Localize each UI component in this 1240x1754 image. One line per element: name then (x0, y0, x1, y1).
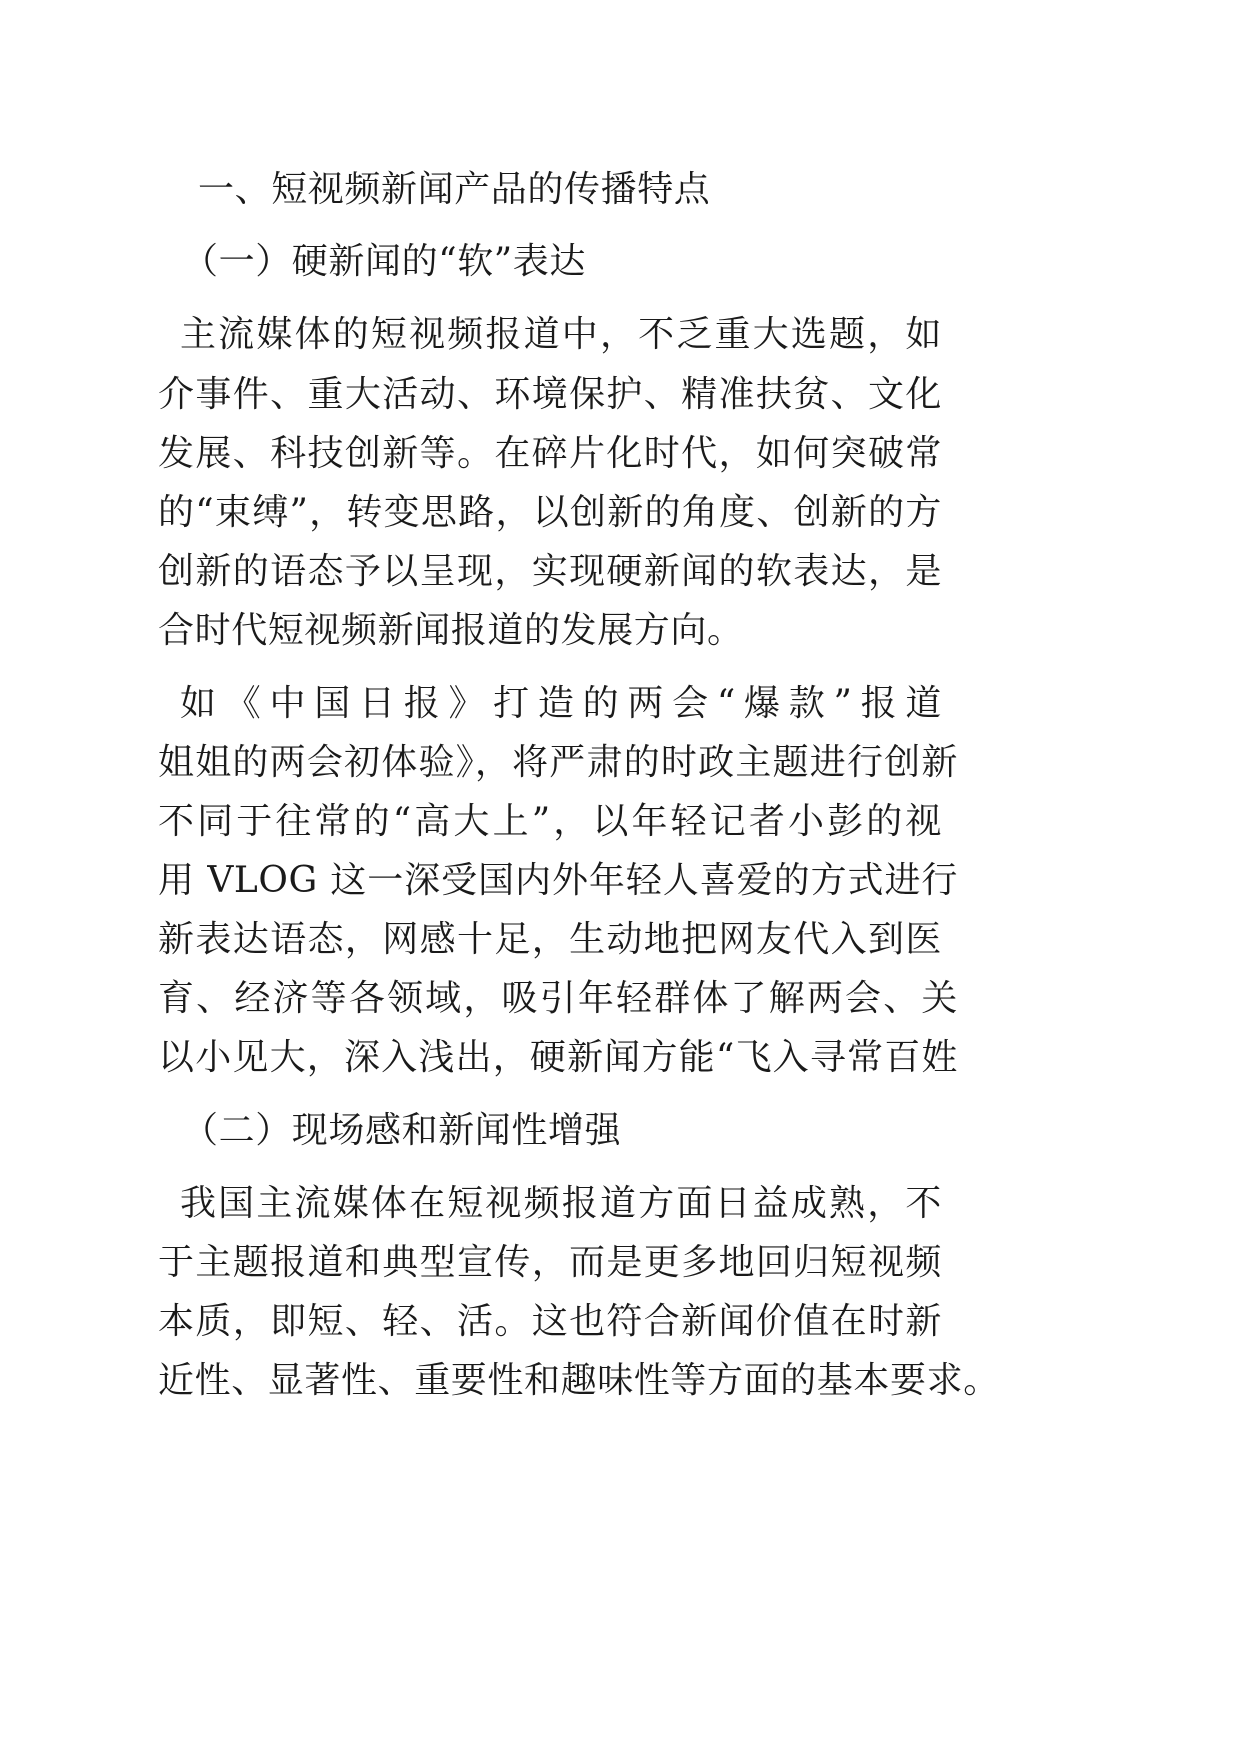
paragraph-line: 于主题报道和典型宣传，而是更多地回归短视频 (158, 1242, 942, 1283)
paragraph-line: 用 VLOG 这一深受国内外年轻人喜爱的方式进行 (158, 860, 958, 901)
paragraph-line: 创新的语态予以呈现，实现硬新闻的软表达，是 (158, 551, 942, 592)
paragraph-line: 主流媒体的短视频报道中，不乏重大选题，如 (180, 314, 942, 355)
paragraph-line: 我国主流媒体在短视频报道方面日益成熟，不 (180, 1183, 942, 1224)
paragraph-line: 的“束缚”，转变思路，以创新的角度、创新的方 (158, 492, 942, 533)
paragraph-line: 育、经济等各领域，吸引年轻群体了解两会、关 (158, 978, 958, 1019)
paragraph-line: 新表达语态，网感十足，生动地把网友代入到医 (158, 919, 942, 960)
paragraph-line: 本质，即短、轻、活。这也符合新闻价值在时新 (158, 1301, 942, 1342)
section-heading-2: （二）现场感和新闻性增强 (182, 1110, 622, 1151)
paragraph-line: 不同于往常的“高大上”，以年轻记者小彭的视 (158, 801, 942, 842)
paragraph-line: 如《中国日报》打造的两会“爆款”报道 (180, 683, 942, 724)
paragraph-line: 介事件、重大活动、环境保护、精准扶贫、文化 (158, 374, 942, 415)
paragraph-line: 近性、显著性、重要性和趣味性等方面的基本要求。 (158, 1360, 1000, 1401)
heading-level-1: 一、短视频新闻产品的传播特点 (198, 169, 711, 210)
section-heading-1: （一）硬新闻的“软”表达 (182, 241, 587, 282)
paragraph-line: 姐姐的两会初体验》，将严肃的时政主题进行创新 (158, 742, 958, 783)
paragraph-line: 发展、科技创新等。在碎片化时代，如何突破常 (158, 433, 942, 474)
paragraph-line: 以小见大，深入浅出，硬新闻方能“飞入寻常百姓 (158, 1037, 958, 1078)
paragraph-line: 合时代短视频新闻报道的发展方向。 (158, 610, 744, 651)
